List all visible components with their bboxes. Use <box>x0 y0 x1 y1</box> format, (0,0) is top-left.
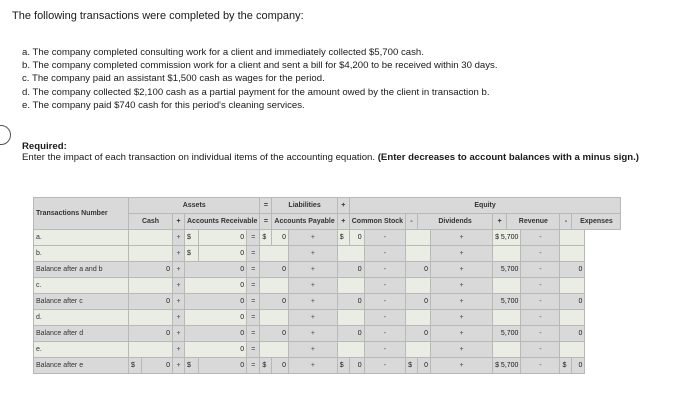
header-op: + <box>337 214 349 230</box>
accounts-payable-balance: 0 <box>260 262 289 278</box>
cash-balance: 0 <box>129 294 173 310</box>
expenses-balance: 0 <box>560 294 585 310</box>
op-cell: + <box>431 294 493 310</box>
op-cell: + <box>289 342 338 358</box>
op-cell: = <box>247 326 260 342</box>
revenue-balance: 5,700 <box>493 326 521 342</box>
op-cell: + <box>431 342 493 358</box>
header-op: + <box>173 214 185 230</box>
col-header-accounts-receivable: Accounts Receivable <box>185 214 260 230</box>
op-cell: + <box>173 278 185 294</box>
op-cell: + <box>289 326 338 342</box>
list-item: c. The company paid an assistant $1,500 cash as wages for the period. <box>22 73 325 85</box>
op-cell: - <box>521 262 560 278</box>
header-op-equals: = <box>260 198 272 214</box>
dividends-input[interactable] <box>406 230 431 246</box>
op-cell: - <box>521 278 560 294</box>
op-cell: + <box>289 294 338 310</box>
op-cell: - <box>521 294 560 310</box>
row-label: Balance after c <box>34 294 129 310</box>
revenue-input[interactable] <box>493 342 521 358</box>
op-cell: - <box>364 262 405 278</box>
op-cell: + <box>173 230 185 246</box>
header-op-plus: + <box>337 198 349 214</box>
table-row <box>34 342 621 358</box>
common-stock-input[interactable] <box>337 246 364 262</box>
header-op: + <box>493 214 507 230</box>
op-cell: - <box>364 230 405 246</box>
op-cell: - <box>521 310 560 326</box>
row-label: d. <box>34 310 129 326</box>
revenue-value: 5,700 <box>500 234 519 241</box>
accounts-payable-input[interactable] <box>260 246 289 262</box>
required-text: Enter the impact of each transaction on individual items of the accounting equation. <box>22 152 376 163</box>
op-cell: - <box>521 230 560 246</box>
dividends-balance: 0 <box>406 294 431 310</box>
currency-symbol: $ <box>260 358 272 374</box>
currency-symbol: $ <box>185 230 199 246</box>
accounts-receivable-balance: 0 <box>185 326 247 342</box>
common-stock-balance: 0 <box>337 326 364 342</box>
op-cell: - <box>521 358 560 374</box>
revenue-input[interactable] <box>493 310 521 326</box>
accounts-receivable-value: 0 <box>185 342 247 358</box>
op-cell: + <box>431 262 493 278</box>
col-header-cash: Cash <box>129 214 173 230</box>
op-cell: + <box>173 294 185 310</box>
dividends-balance: 0 <box>418 358 431 374</box>
cash-input[interactable] <box>129 310 173 326</box>
col-header-revenue: Revenue <box>507 214 560 230</box>
col-header-expenses: Expenses <box>572 214 621 230</box>
list-item: d. The company collected $2,100 cash as a partial payment for the amount owed by the client in transaction b. <box>22 86 490 98</box>
op-cell: + <box>173 326 185 342</box>
op-cell: + <box>289 262 338 278</box>
col-header-dividends: Dividends <box>418 214 493 230</box>
op-cell: - <box>364 246 405 262</box>
currency-symbol: $ <box>185 358 199 374</box>
common-stock-input[interactable] <box>337 310 364 326</box>
table-row <box>34 262 621 278</box>
op-cell: + <box>289 310 338 326</box>
table-row <box>34 230 621 246</box>
revenue-input[interactable]: $ 5,700 <box>493 230 521 246</box>
header-row-groups <box>34 198 621 214</box>
expenses-input[interactable] <box>560 310 585 326</box>
op-cell: - <box>521 326 560 342</box>
op-cell: + <box>431 358 493 374</box>
dividends-input[interactable] <box>406 278 431 294</box>
accounts-payable-balance: 0 <box>260 326 289 342</box>
op-cell: - <box>521 342 560 358</box>
currency-symbol: $ <box>337 358 349 374</box>
dividends-input[interactable] <box>406 246 431 262</box>
required-section <box>22 141 682 163</box>
required-heading: Required: <box>22 141 67 152</box>
required-emphasis: (Enter decreases to account balances with a minus sign.) <box>377 152 639 163</box>
op-cell: + <box>289 278 338 294</box>
op-cell: + <box>173 358 185 374</box>
currency-symbol: $ <box>337 230 349 246</box>
header-op: - <box>406 214 418 230</box>
cash-input[interactable] <box>129 230 173 246</box>
cash-input[interactable] <box>129 246 173 262</box>
list-item: e. The company paid $740 cash for this period's cleaning services. <box>22 99 305 111</box>
dividends-balance: 0 <box>406 262 431 278</box>
row-label: b. <box>34 246 129 262</box>
accounts-payable-input[interactable] <box>260 342 289 358</box>
cash-input[interactable] <box>129 342 173 358</box>
op-cell: - <box>364 326 405 342</box>
op-cell: = <box>247 342 260 358</box>
table-row <box>34 326 621 342</box>
revenue-balance: 5,700 <box>493 294 521 310</box>
common-stock-value: 0 <box>349 230 364 246</box>
revenue-balance: $ 5,700 <box>493 358 521 374</box>
group-header-liabilities: Liabilities <box>272 198 337 214</box>
expenses-balance: 0 <box>572 358 585 374</box>
row-label: e. <box>34 342 129 358</box>
expenses-input[interactable] <box>560 230 585 246</box>
common-stock-input[interactable] <box>337 278 364 294</box>
expenses-balance: 0 <box>560 262 585 278</box>
cash-balance: 0 <box>129 326 173 342</box>
accounts-receivable-balance: 0 <box>185 294 247 310</box>
op-cell: = <box>247 310 260 326</box>
table-row <box>34 278 621 294</box>
expenses-input[interactable] <box>560 342 585 358</box>
dividends-input[interactable] <box>406 310 431 326</box>
op-cell: + <box>431 310 493 326</box>
row-label: a. <box>34 230 129 246</box>
header-op: = <box>260 214 272 230</box>
accounts-receivable-value: 0 <box>185 278 247 294</box>
revenue-input[interactable] <box>493 278 521 294</box>
op-cell: + <box>431 246 493 262</box>
currency-symbol: $ <box>560 358 572 374</box>
expenses-input[interactable] <box>560 246 585 262</box>
op-cell: - <box>364 342 405 358</box>
col-header-common-stock: Common Stock <box>349 214 405 230</box>
common-stock-balance: 0 <box>349 358 364 374</box>
common-stock-balance: 0 <box>337 294 364 310</box>
table-row <box>34 246 621 262</box>
accounts-receivable-value: 0 <box>199 246 247 262</box>
op-cell: = <box>247 246 260 262</box>
accounts-receivable-balance: 0 <box>185 262 247 278</box>
row-label: Balance after e <box>34 358 129 374</box>
op-cell: + <box>173 310 185 326</box>
col-header-transactions: Transactions Number <box>34 198 129 230</box>
op-cell: + <box>289 246 338 262</box>
accounts-payable-value: 0 <box>272 230 289 246</box>
op-cell: + <box>431 278 493 294</box>
revenue-balance-value: 5,700 <box>500 362 519 369</box>
op-cell: = <box>247 358 260 374</box>
common-stock-balance: 0 <box>337 262 364 278</box>
op-cell: + <box>289 230 338 246</box>
currency-symbol: $ <box>260 230 272 246</box>
intro-text: The following transactions were completed by the company: <box>12 10 304 22</box>
accounts-receivable-value: 0 <box>185 310 247 326</box>
currency-symbol: $ <box>129 358 142 374</box>
cash-balance: 0 <box>142 358 173 374</box>
accounts-payable-input[interactable] <box>260 310 289 326</box>
accounts-receivable-balance: 0 <box>199 358 247 374</box>
expenses-balance: 0 <box>560 326 585 342</box>
row-label: Balance after a and b <box>34 262 129 278</box>
table-row <box>34 294 621 310</box>
op-cell: = <box>247 262 260 278</box>
accounts-payable-input[interactable] <box>260 278 289 294</box>
cash-balance: 0 <box>129 262 173 278</box>
accounts-receivable-value: 0 <box>199 230 247 246</box>
accounts-payable-balance: 0 <box>260 294 289 310</box>
op-cell: + <box>431 230 493 246</box>
dividends-balance: 0 <box>406 326 431 342</box>
section-marker-icon <box>0 125 11 145</box>
op-cell: = <box>247 230 260 246</box>
op-cell: = <box>247 278 260 294</box>
common-stock-input[interactable] <box>337 342 364 358</box>
transaction-list <box>22 46 498 112</box>
accounts-payable-balance: 0 <box>272 358 289 374</box>
dividends-input[interactable] <box>406 342 431 358</box>
op-cell: - <box>364 310 405 326</box>
op-cell: - <box>364 278 405 294</box>
op-cell: - <box>364 358 405 374</box>
op-cell: - <box>521 246 560 262</box>
op-cell: + <box>173 262 185 278</box>
accounting-equation-table <box>33 197 621 374</box>
op-cell: - <box>364 294 405 310</box>
list-item: b. The company completed commission work for a client and sent a bill for $4,200 to be received within 30 days. <box>22 60 498 72</box>
table-row <box>34 358 621 374</box>
row-label: c. <box>34 278 129 294</box>
op-cell: + <box>173 342 185 358</box>
revenue-input[interactable] <box>493 246 521 262</box>
table-row <box>34 310 621 326</box>
op-cell: + <box>173 246 185 262</box>
op-cell: = <box>247 294 260 310</box>
col-header-accounts-payable: Accounts Payable <box>272 214 337 230</box>
list-item: a. The company completed consulting work for a client and immediately collected $5,700 cash. <box>22 47 424 58</box>
currency-symbol: $ <box>185 246 199 262</box>
row-label: Balance after d <box>34 326 129 342</box>
cash-input[interactable] <box>129 278 173 294</box>
header-op: - <box>560 214 572 230</box>
op-cell: + <box>289 358 338 374</box>
revenue-balance: 5,700 <box>493 262 521 278</box>
op-cell: + <box>431 326 493 342</box>
group-header-assets: Assets <box>129 198 260 214</box>
expenses-input[interactable] <box>560 278 585 294</box>
currency-symbol: $ <box>406 358 418 374</box>
group-header-equity: Equity <box>349 198 621 214</box>
